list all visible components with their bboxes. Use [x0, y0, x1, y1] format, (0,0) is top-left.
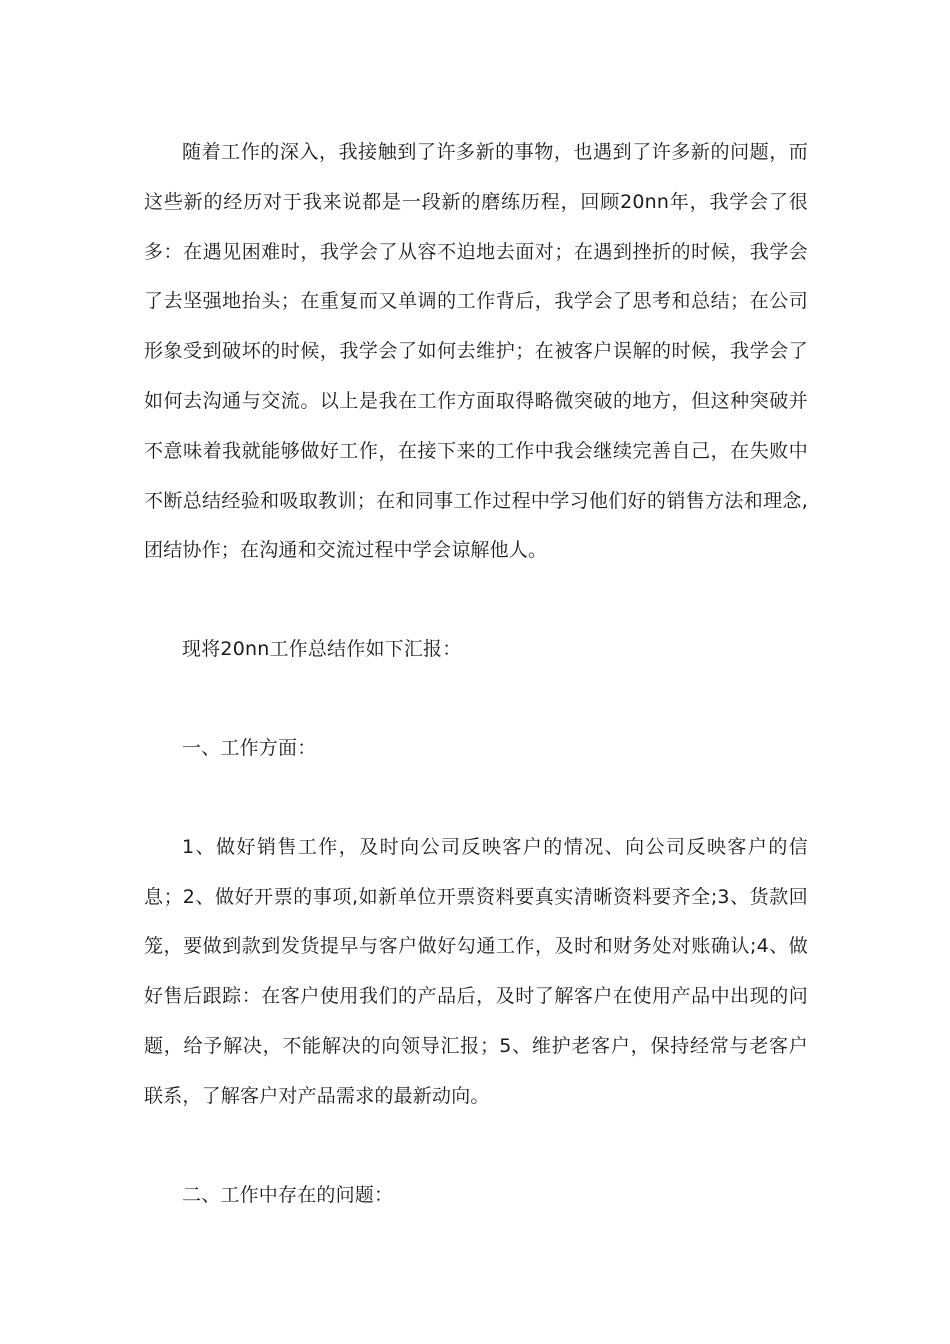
paragraph-report-intro: 现将20nn工作总结作如下汇报：: [182, 638, 462, 661]
document-body: [144, 128, 808, 1220]
section-heading-problems: 二、工作中存在的问题：: [182, 1183, 394, 1206]
section-heading-work: 一、工作方面：: [182, 736, 317, 759]
paragraph-work-items: 1、做好销售工作，及时向公司反映客户的情况、向公司反映客户的信息；2、做好开票的事项,如新单位开票资料要真实清晰资料要齐全;3、货款回笼，要做到款到发货提早与客户做好勾通工作，及时和财务处对账确认;4、做好售后跟踪：在客户使用我们的产品后，及时了解客户在使用产品中出现的问题，给予解决，不能解决的向领导汇报；5、维护老客户，保持经常与老客户联系，了解客户对产品需求的最新动向。: [144, 835, 808, 1107]
paragraph-intro: 随着工作的深入，我接触到了许多新的事物，也遇到了许多新的问题，而这些新的经历对于我来说都是一段新的磨练历程，回顾20nn年，我学会了很多：在遇见困难时，我学会了从容不迫地去面对；在遇到挫折的时候，我学会了去坚强地抬头；在重复而又单调的工作背后，我学会了思考和总结；在公司形象受到破坏的时候，我学会了如何去维护；在被客户误解的时候，我学会了如何去沟通与交流。以上是我在工作方面取得略微突破的地方，但这种突破并不意味着我就能够做好工作，在接下来的工作中我会继续完善自己，在失败中不断总结经验和吸取教训；在和同事工作过程中学习他们好的销售方法和理念,团结协作；在沟通和交流过程中学会谅解他人。: [144, 141, 808, 562]
